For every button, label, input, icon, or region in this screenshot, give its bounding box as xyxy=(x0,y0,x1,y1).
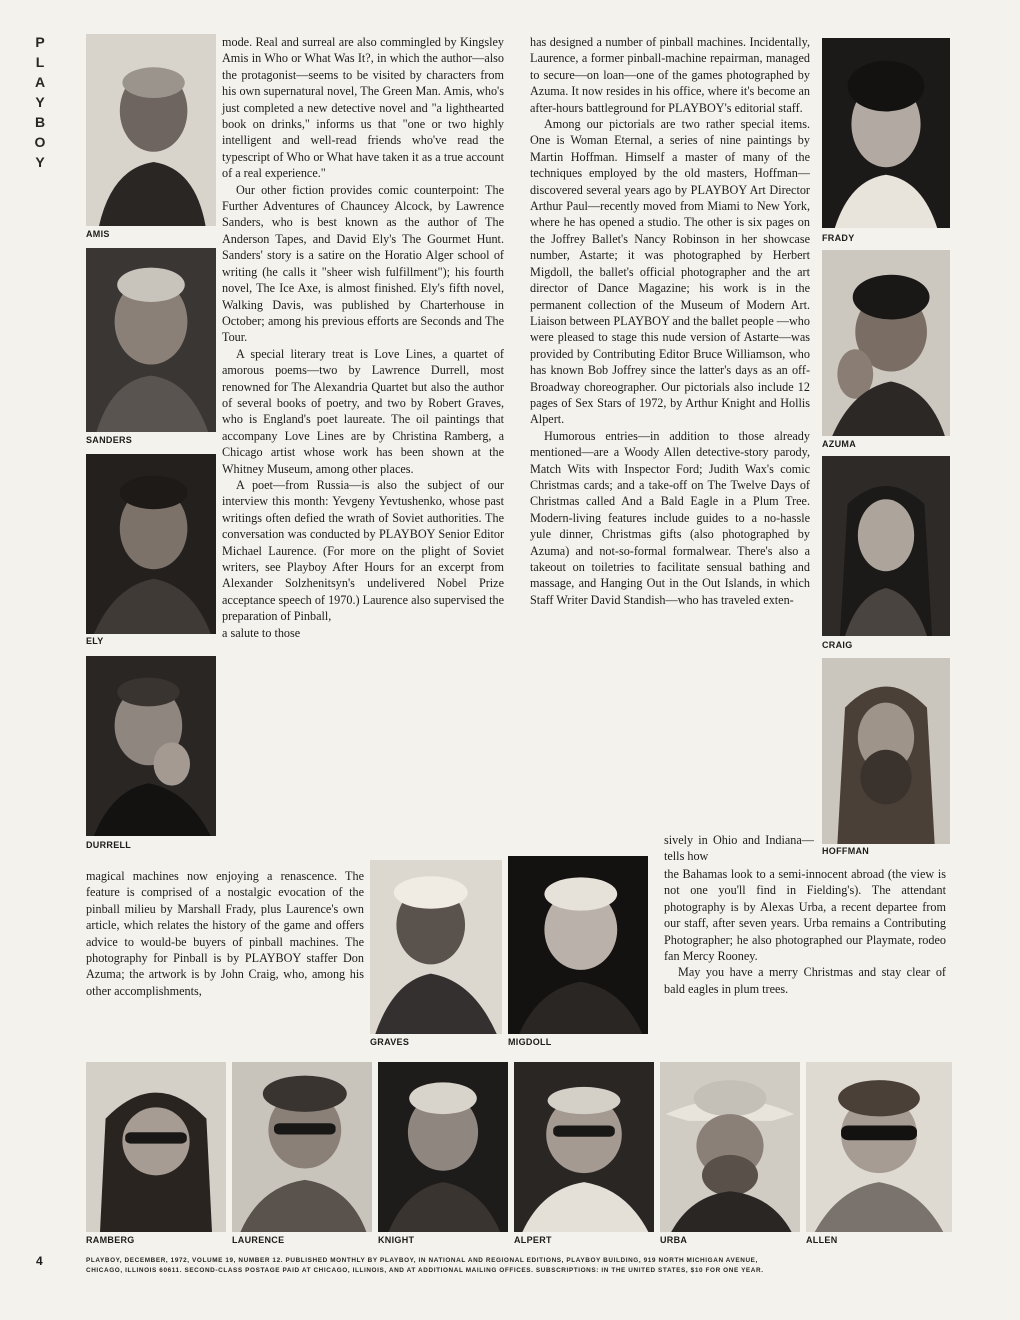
article-column-lower-left xyxy=(86,868,364,999)
publication-info-line: PLAYBOY, DECEMBER, 1972, VOLUME 19, NUMBER 12. PUBLISHED MONTHLY BY PLAYBOY, IN NATIONAL AND REGIONAL EDITIONS, PLAYBOY BUILDING, 919 NORTH MICHIGAN AVENUE, xyxy=(86,1257,758,1264)
portrait-knight xyxy=(378,1062,508,1232)
portrait-durrell xyxy=(86,656,216,836)
caption-amis: AMIS xyxy=(86,229,110,239)
masthead-letter: L xyxy=(35,54,45,70)
portrait-urba xyxy=(660,1062,800,1232)
publication-info xyxy=(86,1256,966,1276)
portrait-migdoll xyxy=(508,856,648,1034)
article-paragraph: mode. Real and surreal are also commingled by Kingsley Amis in Who or What Was It?, in which the author—also the protagonist—seems to be visited by characters from his own supernatural novel, The Green Man. Amis, who's just completed a new detective novel and "a lighthearted book on drinks," informs us that "one or two highly intelligent and well-read friends who've read the typescript of Who or What have taken it as a true account of a real experience." xyxy=(222,35,504,181)
masthead xyxy=(28,32,52,172)
article-paragraph: a salute to those xyxy=(222,625,301,640)
caption-sanders: SANDERS xyxy=(86,435,133,445)
portrait-laurence xyxy=(232,1062,372,1232)
caption-laurence: LAURENCE xyxy=(232,1235,285,1245)
masthead-letter: A xyxy=(34,74,46,90)
article-paragraph: magical machines now enjoying a renascence. The feature is comprised of a nostalgic evocation of the pinball milieu by Marshall Frady, plus Laurence's own article, which relates the history of the game and offers advice to would-be buyers of pinball machines. The photography for Pinball is by PLAYBOY staffer Don Azuma; the artwork is by John Craig, who, among his other accomplishments, xyxy=(86,869,364,998)
masthead-letter: Y xyxy=(35,154,45,170)
caption-hoffman: HOFFMAN xyxy=(822,846,870,856)
portrait-amis xyxy=(86,34,216,226)
caption-allen: ALLEN xyxy=(806,1235,838,1245)
masthead-letter: P xyxy=(35,34,45,50)
portrait-allen xyxy=(806,1062,952,1232)
portrait-ramberg xyxy=(86,1062,226,1232)
article-paragraph: A special literary treat is Love Lines, a quartet of amorous poems—two by Lawrence Durrell, most renowned for The Alexandria Quartet but also the author of several books of poetry, and two by Robert Graves, who is England's poet laureate. The oil paintings that accompany Love Lines are by Christina Ramberg, a Chicago artist whose work has been shown at the Whitney Museum, among other places. xyxy=(222,346,504,476)
article-paragraph: May you have a merry Christmas and stay clear of bald eagles in plum trees. xyxy=(664,965,946,996)
portrait-ely xyxy=(86,454,216,634)
caption-craig: CRAIG xyxy=(822,640,853,650)
caption-ramberg: RAMBERG xyxy=(86,1235,135,1245)
caption-graves: GRAVES xyxy=(370,1037,410,1047)
caption-alpert: ALPERT xyxy=(514,1235,552,1245)
article-column-left xyxy=(222,34,504,641)
article-column-wrap xyxy=(664,832,814,865)
article-paragraph: Our other fiction provides comic counterpoint: The Further Adventures of Chauncey Alcock, by Lawrence Sanders, who is best known as the author of The Anderson Tapes, and David Ely's The Gourmet Hunt. Sanders' story is a satire on the Horatio Alger school of writing (he calls it "sheer wish fulfillment"); his fourth novel, The Ice Axe, is almost finished. Ely's fifth novel, Walking Davis, was published by Charterhouse in October; among his previous efforts are Seconds and The Tour. xyxy=(222,182,504,345)
caption-knight: KNIGHT xyxy=(378,1235,415,1245)
masthead-letter: O xyxy=(34,134,46,150)
caption-ely: ELY xyxy=(86,636,104,646)
portrait-craig xyxy=(822,456,950,636)
caption-migdoll: MIGDOLL xyxy=(508,1037,552,1047)
caption-durrell: DURRELL xyxy=(86,840,132,850)
caption-urba: URBA xyxy=(660,1235,688,1245)
article-paragraph: Among our pictorials are two rather special items. One is Woman Eternal, a series of nine paintings by Martin Hoffman. Himself a master of many of the techniques employed by the old masters, Hoffman—discovered several years ago by PLAYBOY Art Director Arthur Paul—recently moved from Miami to New York, where he has opened a studio. The other is six pages on the Joffrey Ballet's Nancy Robinson in her showcase number, Astarte; it was photographed by Herbert Migdoll, the ballet's official photographer and the art director of Dance Magazine; his work is in the permanent collection of the Museum of Modern Art. Liaison between PLAYBOY and the ballet people —who were pleased to stage this nude version of Astarte—was provided by Contributing Editor Bruce Williamson, who has known Bob Joffrey since the latter's days as an off-Broadway choreographer. Our pictorials also include 12 pages of Sex Stars of 1972, by Arthur Knight and Hollis Alpert. xyxy=(530,117,810,427)
portrait-alpert xyxy=(514,1062,654,1232)
article-column-lower-right xyxy=(664,866,946,997)
portrait-frady xyxy=(822,38,950,228)
publication-info-line: CHICAGO, ILLINOIS 60611. SECOND-CLASS POSTAGE PAID AT CHICAGO, ILLINOIS, AND AT ADDITIONAL MAILING OFFICES. SUBSCRIPTIONS: IN THE UNITED STATES, $10 FOR ONE YEAR. xyxy=(86,1267,764,1274)
portrait-graves xyxy=(370,860,502,1034)
caption-azuma: AZUMA xyxy=(822,439,856,449)
portrait-azuma xyxy=(822,250,950,436)
masthead-letter: B xyxy=(34,114,46,130)
article-paragraph: sively in Ohio and Indiana—tells how xyxy=(664,833,814,864)
masthead-letter: Y xyxy=(35,94,45,110)
article-paragraph: the Bahamas look to a semi-innocent abroad (the view is not one you'll find in Fielding's). The attendant photography is by Alexas Urba, a recent departee from our staff, after seven years. Urba remains a Contributing Photographer; he also photographed our Playmate, rodeo fan Mercy Rooney. xyxy=(664,867,946,964)
article-column-right xyxy=(530,34,810,608)
portrait-hoffman xyxy=(822,658,950,844)
article-paragraph: has designed a number of pinball machines. Incidentally, Laurence, a former pinball-machine repairman, managed to secure—on loan—one of the games photographed by Azuma. It now resides in his office, where it's become an after-hours battleground for PLAYBOY's editorial staff. xyxy=(530,35,810,115)
caption-frady: FRADY xyxy=(822,233,855,243)
portrait-sanders xyxy=(86,248,216,432)
article-paragraph: A poet—from Russia—is also the subject of our interview this month: Yevgeny Yevtushenko, whose past writings often defied the wrath of Soviet authorities. The conversation was conducted by PLAYBOY Senior Editor Michael Laurence. (For more on the plight of Soviet writers, see Playboy After Hours for an excerpt from Alexander Solzhenitsyn's undelivered Nobel Prize acceptance speech of 1970.) Laurence also supervised the preparation of Pinball, xyxy=(222,477,504,624)
page-number: 4 xyxy=(36,1254,43,1268)
article-paragraph: Humorous entries—in addition to those already mentioned—are a Woody Allen detective-story parody, Match Wits with Inspector Ford; Judith Wax's comic Christmas cards; and a take-off on The Twelve Days of Christmas called And a Bald Eagle in a Plum Tree. Modern-living features include guides to a no-hassle yule dinner, Christmas gifts (also photographed by Azuma) and not-so-formal formalwear. There's also a takeout on toiletries to facilitate sensual bathing and massage, and Hanging Out in the Out Islands, in which Staff Writer David Standish—who has traveled exten- xyxy=(530,428,810,607)
